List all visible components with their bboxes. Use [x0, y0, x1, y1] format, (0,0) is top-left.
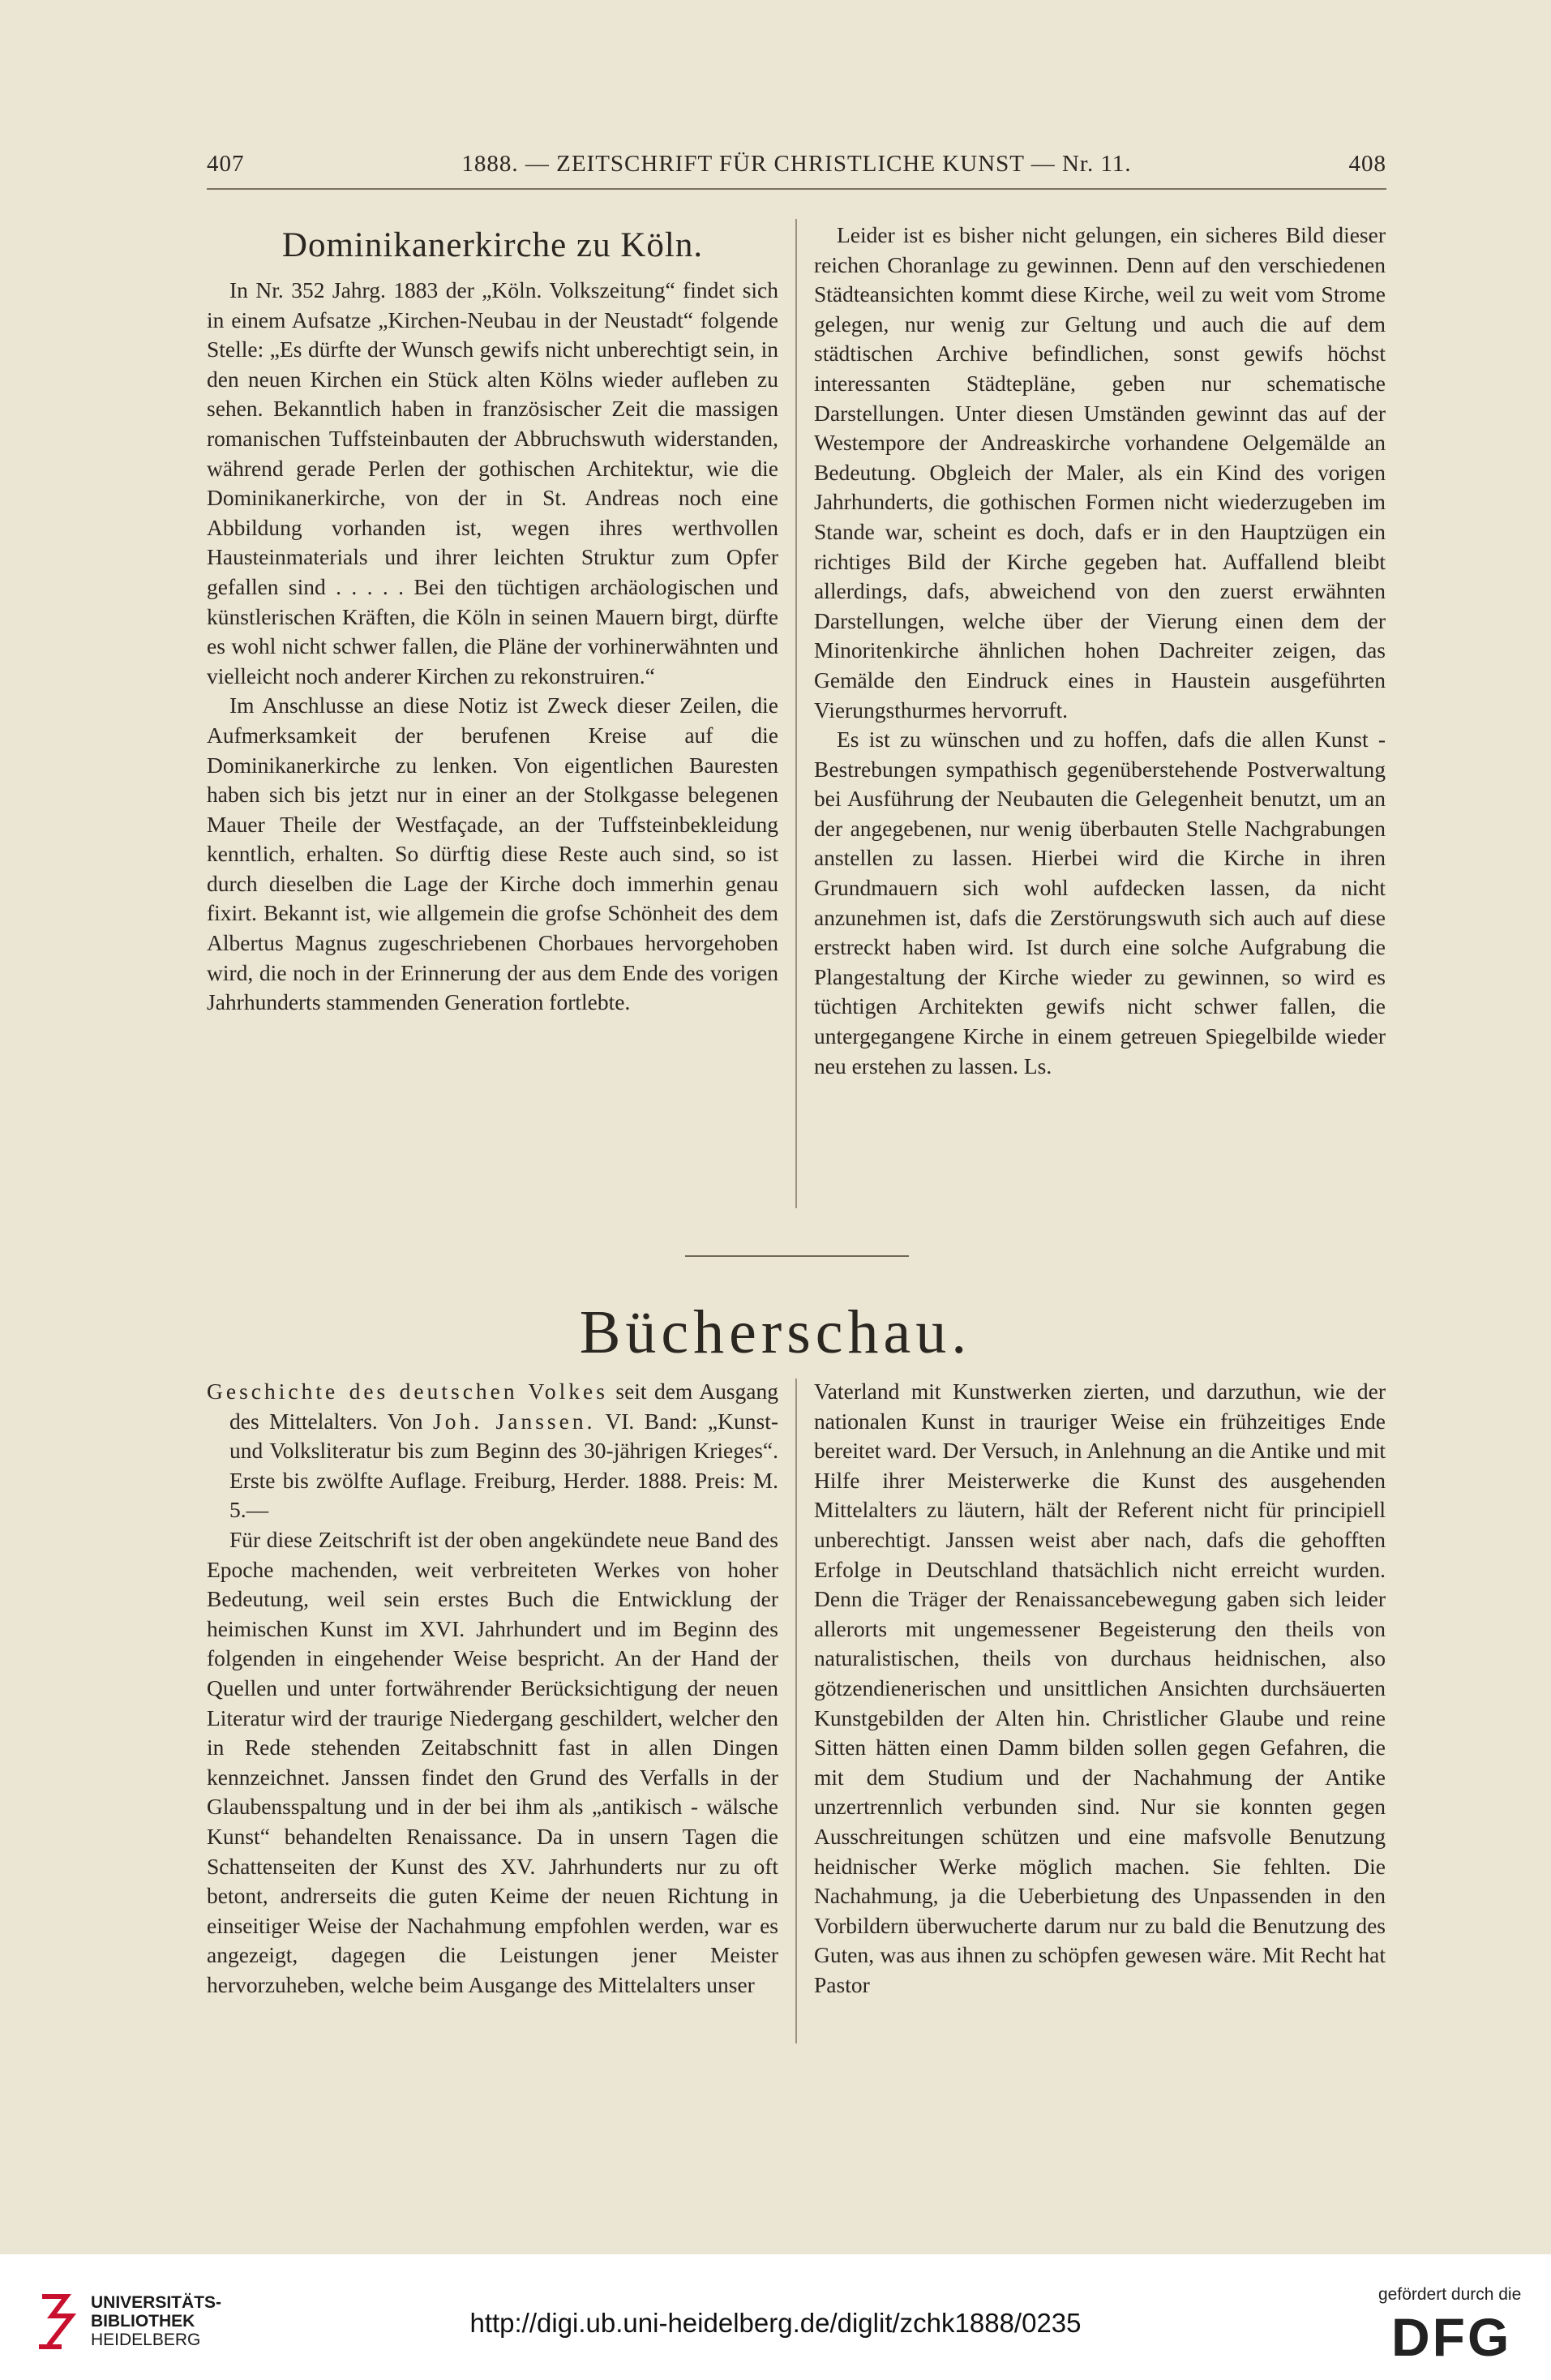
- paragraph: Im Anschlusse an diese Notiz ist Zweck dieser Zeilen, die Aufmerksamkeit der berufenen Kreise auf die Dominikanerkirche zu lenken. Von eigentlichen Bauresten haben sich bis jetzt nur in einer an der Stolkgasse belegenen Mauer Theile der Westfaçade, an der Tuffsteinbekleidung kenntlich, erhalten. So dürftig diese Reste auch sind, so ist durch dieselben die Lage der Kirche doch immerhin genau fixirt. Bekannt ist, wie allgemein die grofse Schönheit des dem Albertus Magnus zugeschriebenen Chorbaues hervorgehoben wird, die noch in der Erinnerung der aus dem Ende des vorigen Jahrhunderts stammenden Generation fortlebte.: [207, 693, 778, 1015]
- funding-note: gefördert durch die: [1378, 2285, 1522, 2304]
- article-title: Dominikanerkirche zu Köln.: [281, 226, 704, 264]
- article-right-column: [814, 221, 1386, 1081]
- dfg-logo: DFG: [1391, 2307, 1512, 2367]
- paragraph: Es ist zu wünschen und zu hoffen, dafs die allen Kunst - Bestrebungen sympathisch gegenüberstehende Postverwaltung bei Ausführung der Neubauten die Gelegenheit benutzt, um an der angegebenen, nur wenig überbauten Stelle Nachgrabungen anstellen zu lassen. Hierbei wird die Kirche in ihren Grundmauern sich wohl aufdecken lassen, da nicht anzunehmen ist, dafs die Zerstörungswuth sich auch auf diese erstreckt haben wird. Ist durch eine solche Aufgrabung die Plangestaltung der Kirche wieder zu gewinnen, so wird es tüchtigen Architekten gewifs nicht schwer fallen, die untergegangene Kirche in einem getreuen Spiegelbilde wieder neu erstehen zu lassen. Ls.: [814, 727, 1386, 1079]
- book-entry: Geschichte des deutschen Volkes seit dem Ausgang des Mittelalters. Von Joh. Janssen. VI. Band: „Kunst- und Volksliteratur bis zum Beginn des 30-jährigen Krieges“. Erste bis zwölfte Auflage. Freiburg, Herder. 1888. Preis: M. 5.—: [207, 1379, 778, 1523]
- running-header: [207, 151, 1386, 183]
- header-rule: [207, 188, 1386, 190]
- article-left-column: [207, 276, 778, 1018]
- book-author: Joh. Janssen.: [433, 1408, 596, 1434]
- library-name: UNIVERSITÄTS- BIBLIOTHEK HEIDELBERG: [91, 2293, 222, 2349]
- section-heading: Bücherschau.: [579, 1298, 972, 1366]
- page-number-left: 407: [207, 151, 245, 177]
- page-number-right: 408: [1348, 151, 1386, 177]
- review-right-column: [814, 1377, 1386, 2000]
- permalink[interactable]: http://digi.ub.uni-heidelberg.de/diglit/zchk1888/0235: [469, 2308, 1082, 2338]
- column-divider: [795, 219, 797, 1208]
- paragraph: Leider ist es bisher nicht gelungen, ein sicheres Bild dieser reichen Choranlage zu gewinnen. Denn auf den verschiedenen Städteansichten kommt diese Kirche, weil zu weit vom Strome gelegen, nur wenig zur Geltung und auch die auf dem städtischen Archive befindlichen, sonst gewifs höchst interessanten Städtepläne, geben nur schematische Darstellungen. Unter diesen Umständen gewinnt das auf der Westempore der Andreaskirche vorhandene Oelgemälde an Bedeutung. Obgleich der Maler, als ein Kind des vorigen Jahrhunderts, die gothischen Formen nicht wiederzugeben im Stande war, scheint es doch, dafs er in den Hauptzügen ein richtiges Bild der Kirche gegeben hat. Auffallend bleibt allerdings, dafs, abweichend von den zuerst erwähnten Darstellungen, welche über der Vierung einen dem der Minoritenkirche ähnlichen hohen Dachreiter zeigen, das Gemälde den Eindruck eines in Haustein ausgeführten Vierungsthurmes hervorruft.: [814, 222, 1386, 723]
- journal-title: 1888. — ZEITSCHRIFT FÜR CHRISTLICHE KUNST — Nr. 11.: [461, 151, 1132, 177]
- column-divider: [795, 1379, 797, 2043]
- review-left-column: [207, 1377, 778, 2000]
- section-separator: [685, 1255, 909, 1257]
- paragraph: Vaterland mit Kunstwerken zierten, und darzuthun, wie der nationalen Kunst in trauriger Weise ein frühzeitiges Ende bereitet ward. Der Versuch, in Anlehnung an die Antike und mit Hilfe ihrer Meisterwerke die Kunst des ausgehenden Mittelalters zu läutern, hält der Referent nicht für principiell unberechtigt. Janssen weist aber nach, dafs die gehofften Erfolge in Deutschland thatsächlich nicht erreicht wurden. Denn die Träger der Renaissancebewegung gaben sich leider allerorts mit ungemessener Begeisterung den theils von naturalistischen, theils von durchaus heidnischen, also götzendienerischen und unsittlichen Ansichten durchsäuerten Kunstgebilden der Alten hin. Christlicher Glaube und reine Sitten hätten einen Damm bilden sollen gegen Gefahren, die mit dem Studium und der Nachahmung der Antike unzertrennlich verbunden sind. Nur sie konnten gegen Ausschreitungen schützen und eine mafsvolle Benutzung heidnischer Werke möglich machen. Sie fehlten. Die Nachahmung, ja die Ueberbietung des Unpassenden in den Vorbildern überwucherte darum nur zu bald die Benutzung des Guten, was aus ihnen zu schöpfen gewesen wäre. Mit Recht hat Pastor: [814, 1379, 1386, 1997]
- book-title: Geschichte des deutschen Volkes: [207, 1379, 608, 1404]
- paragraph: Für diese Zeitschrift ist der oben angekündete neue Band des Epoche machenden, weit verbreiteten Werkes von hoher Bedeutung, weil sein erstes Buch die Entwicklung der heimischen Kunst im XVI. Jahrhundert und im Beginn des folgenden in eingehender Weise bespricht. An der Hand der Quellen und unter fortwährender Berücksichtigung der neuen Literatur wird der traurige Niedergang geschildert, welcher den in Rede stehenden Zeitabschnitt fast in allen Dingen kennzeichnet. Janssen findet den Grund des Verfalls in der Glaubensspaltung und in der bei ihm als „antikisch - wälsche Kunst“ behandelten Renaissance. Da in unsern Tagen die Schattenseiten der Kunst des XV. Jahrhunderts nur zu oft betont, andrerseits die guten Keime der neuen Richtung in einseitiger Weise der Nachahmung empfohlen werden, war es angezeigt, dagegen die Leistungen jener Meister hervorzuheben, welche beim Ausgange des Mittelalters unser: [207, 1526, 778, 1997]
- paragraph: In Nr. 352 Jahrg. 1883 der „Köln. Volkszeitung“ findet sich in einem Aufsatze „Kirchen-Neubau in der Neustadt“ folgende Stelle: „Es dürfte der Wunsch gewifs nicht unberechtigt sein, in den neuen Kirchen ein Stück alten Kölns wieder aufleben zu sehen. Bekanntlich haben in französischer Zeit die massigen romanischen Tuffsteinbauten der Abbruchswuth widerstanden, während gerade Perlen der gothischen Architektur, wie die Dominikanerkirche, von der in St. Andreas noch eine Abbildung vorhanden ist, wegen ihres werthvollen Hausteinmaterials und ihrer leichten Struktur zum Opfer gefallen sind . . . . . Bei den tüchtigen archäologischen und künstlerischen Kräften, die Köln in seinen Mauern birgt, dürfte es wohl nicht schwer fallen, die Pläne der vorhinerwähnten und vielleicht noch anderer Kirchen zu rekonstruiren.“: [207, 277, 778, 688]
